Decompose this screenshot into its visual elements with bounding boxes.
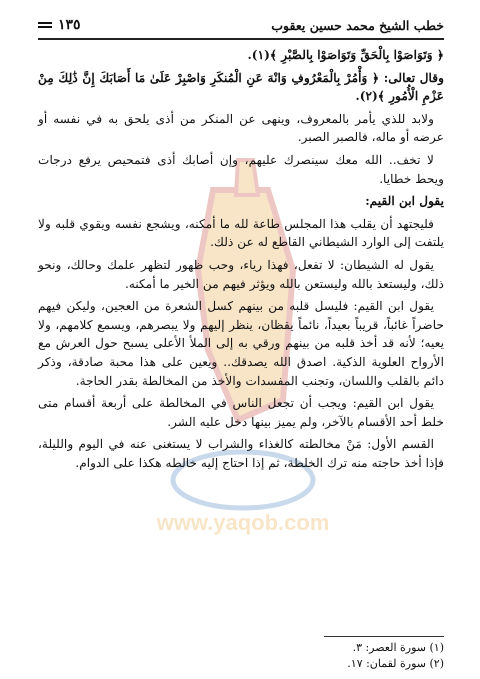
paragraph: يقول ابن القيم: ويجب أن تجعل الناس في المخالطة على أربعة أقسام متى خلط أحد الأقسام بالآخر، ولم يميز بينها دخل عليه الشر. xyxy=(38,396,444,429)
paragraph: القسم الأول: مَنْ مخالطته كالغذاء والشراب لا يستغنى عنه في اليوم والليلة، فإذا أخذ حاجته منه ترك الخلطة، ثم إذا احتاج إليه خالطه هكذا على الدوام. xyxy=(38,437,444,470)
footnote: (١) سورة العصر: ٣. xyxy=(352,641,444,654)
body-text xyxy=(38,46,444,476)
footnote: (٢) سورة لقمان: ١٧. xyxy=(347,657,444,670)
paragraph: يقول ابن القيم: فليسل قلبه من بينهم كسل الشعرة من العجين، وليكن فيهم حاضراً غائباً، قريباً بعيداً، نائماً يقظان، ينظر إليهم ولا يبصرهم، ويسمع كلامهم، ولا يعيه؛ لأنه قد أخذ قلبه من بينهم ورقي به إلى الملأ الأعلى يسبح حول العرش مع الأرواح العلوية الذكية. اصدق الله يصدقك.. ويعين على هذا محبة صادقة، وذكر دائم بالقلب واللسان، وتجنب المفسدات والأخذ من المخالطة بقدر الحاجة. xyxy=(38,299,444,388)
footnote-rule xyxy=(324,636,444,637)
paragraph: لا تخف.. الله معك سينصرك عليهم، وإن أصابك أذى فتمحيص يرفع درجات ويحط خطايا. xyxy=(38,152,444,186)
paragraph: فليجتهد أن يقلب هذا المجلس طاعة لله ما أمكنه، ويشجع نفسه ويقوي قلبه ولا يلتفت إلى الوارد الشيطاني القاطع له عن ذلك. xyxy=(38,216,444,250)
paragraph: ولابد للذي يأمر بالمعروف، وينهى عن المنكر من أذى يلحق به في نفسه أو عرضه أو ماله، فالصبر الصبر. xyxy=(38,111,444,145)
header-rule xyxy=(38,38,444,40)
page-number-group xyxy=(38,17,81,33)
page-number: ١٣٥ xyxy=(58,17,81,33)
paragraph: يقول له الشيطان: لا تفعل، فهذا رياء، وحب ظهور لتظهر علمك وحالك، ونحو ذلك، وليستعذ بالله وليستعن بالله ويؤثر فيهم من الخير ما أمكنه. xyxy=(38,257,444,291)
quran-verse-2: وقال تعالى: ﴿ وَأْمُرْ بِالْمَعْرُوفِ وَانْهَ عَنِ الْمُنكَرِ وَاصْبِرْ عَلَىٰ مَا أَصَابَكَ إِنَّ ذَٰلِكَ مِنْ عَزْمِ الْأُمُورِ ﴾(٢). xyxy=(38,70,444,104)
page-header xyxy=(38,14,444,36)
watermark-site: www.yaqob.com xyxy=(156,510,330,535)
quran-verse-1: ﴿ وَتَوَاصَوْا بِالْحَقِّ وَتَوَاصَوْا بِالصَّبْرِ ﴾(١). xyxy=(247,48,444,62)
section-heading: يقول ابن القيم: xyxy=(365,194,444,209)
footnotes xyxy=(144,640,444,672)
header-dash xyxy=(38,22,52,28)
running-title: خطب الشيخ محمد حسين يعقوب xyxy=(271,17,444,33)
